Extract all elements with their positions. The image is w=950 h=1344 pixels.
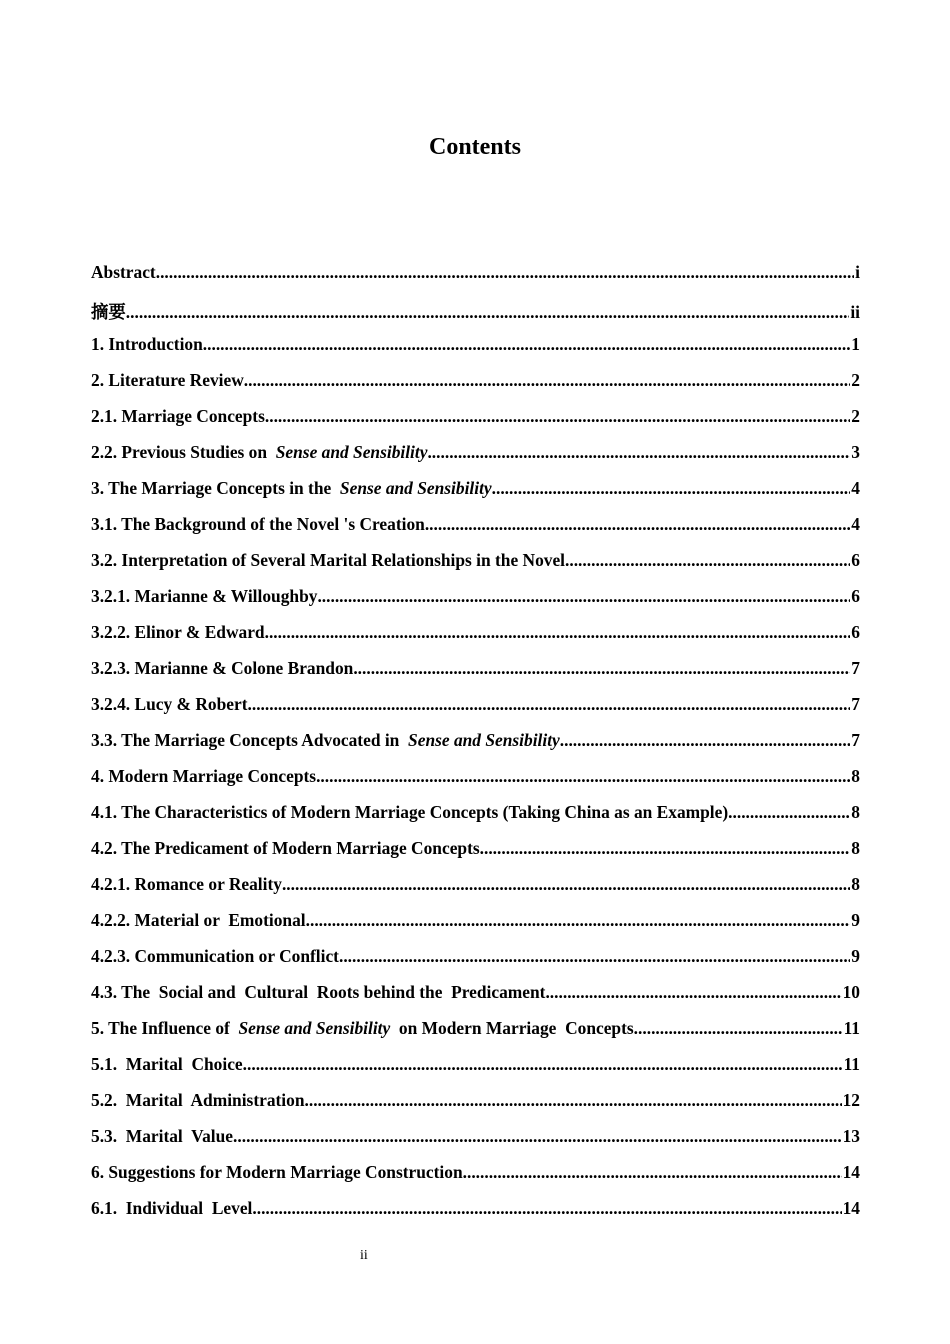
toc-entry-page-number: 7 (851, 694, 860, 714)
toc-dot-leader (244, 370, 851, 391)
toc-entry-title (91, 514, 425, 535)
table-of-contents (91, 262, 860, 1234)
toc-entry-title-text: 5.1. Marital Choice (91, 1054, 243, 1074)
toc-entry-title-text: 3.2. Interpretation of Several Marital Relationships in the Novel (91, 550, 566, 570)
toc-entry-title (91, 478, 492, 499)
toc-entry (91, 658, 860, 694)
toc-entry-title-text: 3.2.1. Marianne & Willoughby (91, 586, 318, 606)
toc-entry-title (91, 550, 565, 571)
toc-entry (91, 874, 860, 910)
toc-entry-title (91, 1126, 233, 1147)
toc-dot-leader (634, 1018, 843, 1039)
toc-entry (91, 1126, 860, 1162)
toc-entry-page-number: 1 (851, 334, 860, 354)
toc-entry-title (91, 766, 316, 787)
toc-entry-page-number: 3 (851, 442, 860, 462)
toc-entry-title-text: 6. Suggestions for Modern Marriage Construction (91, 1162, 463, 1182)
toc-dot-leader (353, 658, 850, 679)
toc-dot-leader (252, 1198, 841, 1219)
toc-entry-page-number: 7 (851, 730, 860, 750)
page-title: Contents (428, 134, 521, 160)
toc-dot-leader (233, 1126, 842, 1147)
toc-dot-leader (480, 838, 851, 859)
toc-entry-title-text: Abstract (91, 262, 156, 282)
toc-entry (91, 550, 860, 586)
toc-dot-leader (126, 302, 850, 323)
toc-entry (91, 946, 860, 982)
toc-entry-page-number: 8 (851, 802, 860, 822)
toc-entry-title-text: 3. The Marriage Concepts in the (91, 478, 340, 498)
toc-entry-title (91, 622, 265, 643)
toc-entry-title (91, 586, 317, 607)
toc-entry (91, 982, 860, 1018)
toc-entry-page-number: 4 (851, 514, 860, 534)
toc-dot-leader (282, 874, 850, 895)
toc-entry-title-italic: Sense and Sensibility (408, 730, 560, 750)
toc-entry-title-text: 2.1. Marriage Concepts (91, 406, 265, 426)
toc-entry (91, 478, 860, 514)
toc-entry-title (91, 262, 156, 283)
toc-entry (91, 730, 860, 766)
footer-page-number: ii (360, 1248, 368, 1263)
toc-entry (91, 1162, 860, 1198)
toc-entry (91, 1054, 860, 1090)
toc-entry-title-text: 4.3. The Social and Cultural Roots behind the Predicament (91, 982, 546, 1002)
toc-entry (91, 1090, 860, 1126)
toc-entry (91, 334, 860, 370)
toc-entry (91, 298, 860, 334)
toc-entry-page-number: 6 (851, 586, 860, 606)
toc-entry (91, 370, 860, 406)
toc-dot-leader (728, 802, 850, 823)
toc-entry-title-text: 3.1. The Background of the Novel 's Creation (91, 514, 425, 534)
toc-entry-title-text: 4. Modern Marriage Concepts (91, 766, 317, 786)
toc-entry-page-number: 9 (851, 946, 860, 966)
toc-entry-page-number: 14 (842, 1162, 860, 1182)
toc-entry-title-text: 4.1. The Characteristics of Modern Marriage Concepts (Taking China as an Example) (91, 802, 729, 822)
toc-entry-title-text: 3.2.4. Lucy & Robert (91, 694, 248, 714)
toc-entry-title-text: 5.3. Marital Value (91, 1126, 234, 1146)
toc-entry (91, 838, 860, 874)
toc-entry-title-text: 5. The Influence of (91, 1018, 239, 1038)
toc-entry-title-text: 6.1. Individual Level (91, 1198, 253, 1218)
toc-entry-title (91, 442, 427, 463)
toc-entry (91, 694, 860, 730)
toc-entry-page-number: 11 (843, 1054, 860, 1074)
toc-entry-title-text: 2. Literature Review (91, 370, 244, 390)
toc-entry-title (91, 334, 203, 355)
toc-entry-title-italic: Sense and Sensibility (238, 1018, 391, 1038)
toc-entry-page-number: 11 (843, 1018, 860, 1038)
toc-dot-leader (463, 1162, 842, 1183)
toc-entry (91, 622, 860, 658)
toc-entry-page-number: i (855, 262, 860, 282)
toc-entry-title (91, 982, 545, 1003)
toc-dot-leader (305, 1090, 842, 1111)
toc-entry (91, 262, 860, 298)
toc-dot-leader (265, 622, 851, 643)
toc-entry-page-number: 8 (851, 766, 860, 786)
toc-entry-title (91, 910, 306, 931)
toc-entry-title (91, 802, 728, 823)
toc-entry-title-italic: Sense and Sensibility (339, 478, 492, 498)
toc-dot-leader (565, 550, 850, 571)
toc-entry-title (91, 1054, 243, 1075)
toc-entry-title-text: 摘要 (91, 302, 126, 322)
toc-entry (91, 586, 860, 622)
toc-entry-title (91, 1090, 305, 1111)
toc-entry (91, 1018, 860, 1054)
toc-entry (91, 766, 860, 802)
toc-dot-leader (248, 694, 851, 715)
toc-entry-title (91, 658, 353, 679)
toc-entry-title-text: 2.2. Previous Studies on (91, 442, 276, 462)
toc-entry (91, 514, 860, 550)
toc-entry-page-number: 2 (851, 370, 860, 390)
toc-entry-page-number: 6 (851, 550, 860, 570)
toc-entry-page-number: 9 (851, 910, 860, 930)
toc-entry-title-text: 4.2. The Predicament of Modern Marriage Concepts (91, 838, 480, 858)
toc-entry-title (91, 874, 282, 895)
toc-entry-title-text: 3.3. The Marriage Concepts Advocated in (91, 730, 409, 750)
toc-entry-title (91, 406, 265, 427)
toc-entry-page-number: 4 (851, 478, 860, 498)
toc-entry-title (91, 730, 560, 751)
toc-entry-title (91, 298, 126, 323)
toc-dot-leader (427, 442, 850, 463)
toc-entry-page-number: 10 (842, 982, 860, 1002)
toc-entry (91, 910, 860, 946)
toc-entry-title (91, 1018, 634, 1039)
toc-entry-page-number: 12 (842, 1090, 860, 1110)
toc-entry-page-number: 8 (851, 874, 860, 894)
toc-entry-title-italic: Sense and Sensibility (275, 442, 428, 462)
toc-entry (91, 802, 860, 838)
toc-dot-leader (265, 406, 850, 427)
toc-entry-title-text: 5.2. Marital Administration (91, 1090, 305, 1110)
toc-dot-leader (243, 1054, 843, 1075)
toc-entry-title (91, 1162, 463, 1183)
toc-entry-title-text: 4.2.1. Romance or Reality (91, 874, 282, 894)
toc-dot-leader (317, 586, 850, 607)
toc-dot-leader (560, 730, 851, 751)
toc-dot-leader (203, 334, 851, 355)
toc-entry-page-number: 6 (851, 622, 860, 642)
toc-dot-leader (425, 514, 850, 535)
toc-dot-leader (492, 478, 851, 499)
toc-entry (91, 442, 860, 478)
toc-entry-title-text: 3.2.2. Elinor & Edward (91, 622, 265, 642)
toc-dot-leader (339, 946, 850, 967)
toc-entry-page-number: 2 (851, 406, 860, 426)
toc-entry-page-number: 8 (851, 838, 860, 858)
toc-entry-title (91, 946, 339, 967)
toc-entry-page-number: 13 (842, 1126, 860, 1146)
toc-entry-title-text: 4.2.2. Material or Emotional (91, 910, 306, 930)
toc-entry (91, 406, 860, 442)
toc-entry-page-number: 7 (851, 658, 860, 678)
toc-entry-title-text: 1. Introduction (91, 334, 203, 354)
toc-entry-title-text: 3.2.3. Marianne & Colone Brandon (91, 658, 354, 678)
toc-entry-page-number: ii (850, 302, 860, 322)
toc-entry-title (91, 1198, 252, 1219)
toc-entry-title (91, 370, 244, 391)
toc-entry-title-text: 4.2.3. Communication or Conflict (91, 946, 339, 966)
toc-entry-title (91, 694, 248, 715)
toc-entry-title (91, 838, 480, 859)
toc-entry-page-number: 14 (842, 1198, 860, 1218)
toc-dot-leader (545, 982, 841, 1003)
toc-entry (91, 1198, 860, 1234)
toc-dot-leader (306, 910, 851, 931)
toc-entry-title-text: on Modern Marriage Concepts (390, 1018, 634, 1038)
toc-dot-leader (156, 262, 854, 283)
toc-dot-leader (316, 766, 850, 787)
